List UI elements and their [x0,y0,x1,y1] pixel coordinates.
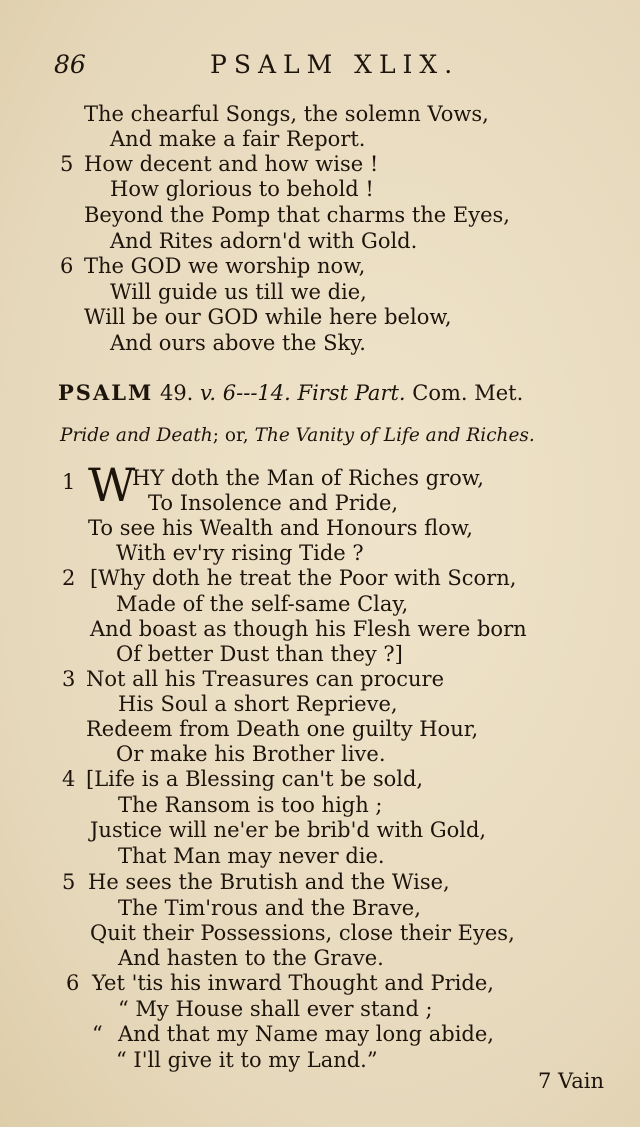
verse-line: [Why doth he treat the Poor with Scorn, [90,566,517,590]
hymn-subtitle [60,425,535,446]
subtitle-separator: ; or, [212,425,249,446]
psalm-number: 49. [159,381,194,405]
verse-line: Redeem from Death one guilty Hour, [86,717,479,741]
verse-number: 4 [62,767,76,791]
verse-line: “ My House shall ever stand ; [118,997,433,1021]
verse-line: [Life is a Blessing can't be sold, [86,767,424,791]
verse-line: How glorious to behold ! [110,177,374,201]
verse-line: And Rites adorn'd with Gold. [110,229,418,253]
verse-line: The chearful Songs, the solemn Vows, [84,102,489,126]
verse-number: 1 [62,470,76,494]
verse-line: Of better Dust than they ?] [116,642,403,666]
subtitle-part-2: The Vanity of Life and Riches. [254,425,535,446]
verse-number: 3 [62,667,76,691]
verse-line: Not all his Treasures can procure [86,667,445,691]
verse-line: The Ransom is too high ; [118,793,383,817]
verse-line: Yet 'tis his inward Thought and Pride, [92,971,494,995]
verse-line: Justice will ne'er be brib'd with Gold, [90,818,487,842]
verse-number: 5 [62,870,76,894]
verse-line: The GOD we worship now, [84,254,366,278]
verse-line: How decent and how wise ! [84,152,379,176]
verse-line: That Man may never die. [118,844,385,868]
verse-line: To see his Wealth and Honours flow, [88,516,473,540]
drop-cap: W [88,458,136,512]
verse-number: “ [92,1022,103,1046]
verse-range: v. 6---14. [200,381,291,405]
psalm-heading [58,380,523,405]
verse-number: 2 [62,566,76,590]
verse-line: His Soul a short Reprieve, [118,692,398,716]
verse-line: Will guide us till we die, [110,280,367,304]
verse-line: And hasten to the Grave. [118,946,384,970]
verse-line: “ I'll give it to my Land.” [116,1048,378,1072]
verse-line: He sees the Brutish and the Wise, [88,870,450,894]
verse-line: Beyond the Pomp that charms the Eyes, [84,203,510,227]
verse-line: To Insolence and Pride, [148,491,399,515]
verse-line: And that my Name may long abide, [118,1022,494,1046]
verse-line: The Tim'rous and the Brave, [118,896,421,920]
verse-number: 5 [60,152,74,176]
verse-line: And make a fair Report. [110,127,366,151]
catchword: 7 Vain [538,1069,605,1093]
verse-line: And boast as though his Flesh were born [90,617,527,641]
psalm-label: PSALM [58,380,154,405]
verse-line: And ours above the Sky. [110,331,366,355]
verse-line: Quit their Possessions, close their Eyes, [90,921,515,945]
verse-line: With ev'ry rising Tide ? [116,541,364,565]
verse-number: 6 [66,971,80,995]
running-title: PSALM XLIX. [210,50,460,79]
part-label: First Part. [297,381,406,405]
page-header [0,50,640,84]
page-number: 86 [54,50,86,79]
meter-label: Com. Met. [412,381,524,405]
verse-line: HY doth the Man of Riches grow, [132,466,484,490]
verse-line: Made of the self-same Clay, [116,592,409,616]
verse-line: Will be our GOD while here below, [84,305,452,329]
verse-number: 6 [60,254,74,278]
subtitle-part-1: Pride and Death [60,425,213,446]
verse-line: Or make his Brother live. [116,742,386,766]
